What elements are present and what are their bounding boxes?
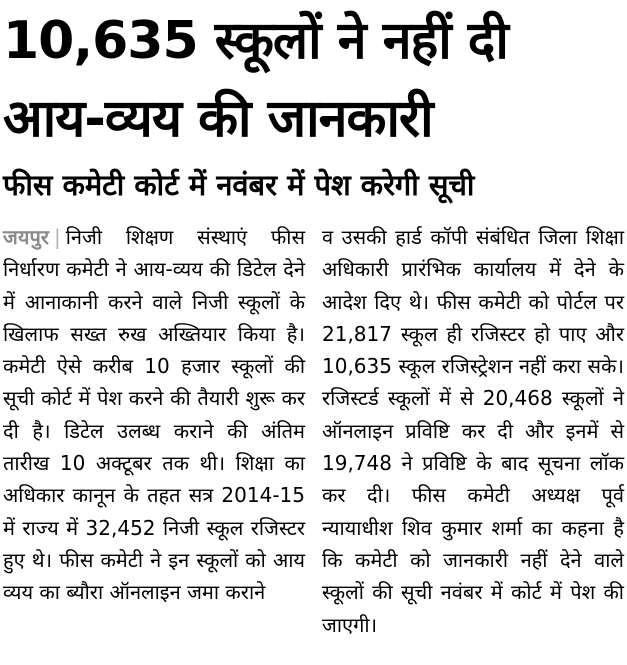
headline-line-1: 10,635 स्कूलों ने नहीं दी (3, 11, 508, 71)
dateline-separator: | (53, 225, 61, 249)
dateline-city: जयपुर (3, 225, 49, 249)
subheadline: फीस कमेटी कोर्ट में नवंबर में पेश करेगी सूची (3, 168, 475, 202)
headline (3, 0, 624, 158)
article-body (3, 221, 624, 641)
body-text-column-1: निजी शिक्षण संस्थाएं फीस निर्धारण कमेटी ने आय-व्यय की डिटेल देने में आनाकानी करने वाले निजी स्कूलों के खिलाफ सख्त रुख अख्तियार किया है। कमेटी ऐसे करीब 10 हजार स्कूलों की सूची कोर्ट में पेश करने की तैयारी शुरू कर दी है। डिटेल उलब्ध कराने की अंतिम तारीख 10 अक्टूबर तक थी। शिक्षा का अधिकार कानून के तहत सत्र 2014-15 में राज्य में 32,452 निजी स्कूल रजिस्टर हुए थे। फीस कमेटी ने इन स्कूलों को आय व्यय का ब्यौरा ऑनलाइन जमा कराने (3, 225, 305, 605)
body-text-column-2: व उसकी हार्ड कॉपी संबंधित जिला शिक्षा अधिकारी प्रारंभिक कार्यालय में देने के आदेश दिए थे। फीस कमेटी को पोर्टल पर 21,817 स्कूल ही रजिस्टर हो पाए और 10,635 स्कूल रजिस्ट्रेशन नहीं करा सके। रजिस्टर्ड स्कूलों में से 20,468 स्कूलों ने ऑनलाइन प्रविष्टि कर दी और इनमें से 19,748 ने प्रविष्टि के बाद सूचना लॉक कर दी। फीस कमेटी अध्यक्ष पूर्व न्यायाधीश शिव कुमार शर्मा का कहना है कि कमेटी को जानकारी नहीं देने वाले स्कूलों की सूची नवंबर में कोर्ट में पेश की जाएगी। (322, 225, 624, 637)
article-column-right (322, 221, 624, 641)
headline-line-2: आय-व्यय की जानकारी (3, 89, 433, 149)
article-column-left (3, 221, 305, 641)
